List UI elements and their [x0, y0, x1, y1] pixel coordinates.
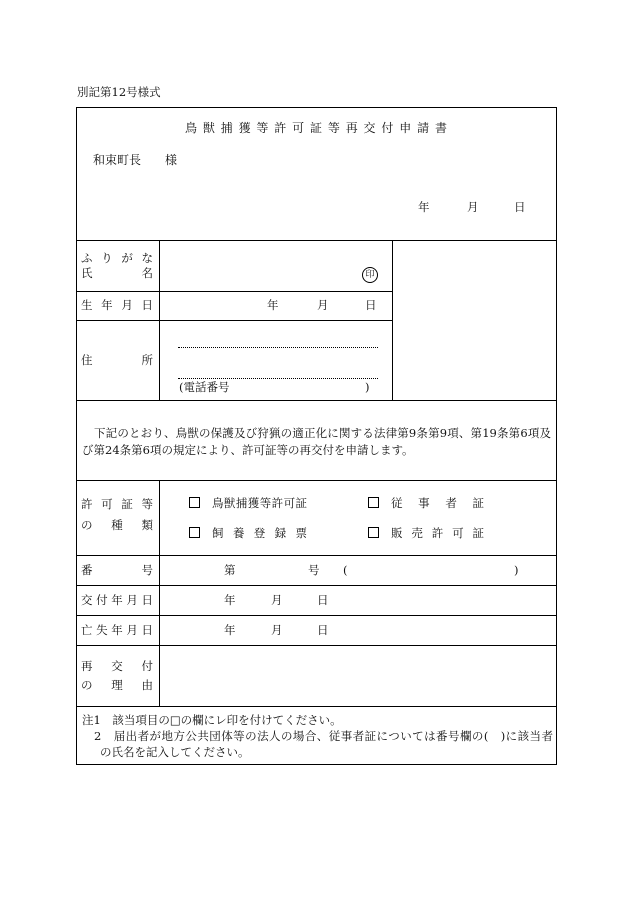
reason-label: の理由 [81, 678, 153, 692]
statement-line: び第24条第6項の規定により、許可証等の再交付を申請します。 [82, 443, 414, 457]
note-line: 注1 該当項目の□の欄にレ印を付けてください。 [82, 713, 342, 727]
name-label: 氏名 [81, 266, 153, 280]
table-rule [76, 645, 556, 646]
loss-date-label: 亡失年月日 [81, 623, 153, 637]
application-date-day: 日 [514, 200, 526, 214]
issue-date-month: 月 [271, 593, 283, 607]
option-worker-certificate: 従事者証 [391, 496, 484, 510]
checkbox-keeping-registration[interactable] [189, 527, 200, 538]
table-rule [76, 585, 556, 586]
checkbox-hunting-permit[interactable] [189, 497, 200, 508]
phone-number-label: (電話番号 [179, 380, 230, 394]
table-rule [76, 615, 556, 616]
address-label: 住所 [81, 353, 153, 367]
addressee: 和束町長 様 [93, 153, 178, 167]
table-rule [76, 480, 556, 481]
number-paren-open: ( [343, 563, 348, 577]
statement-line: 下記のとおり、鳥獣の保護及び狩猟の適正化に関する法律第9条第9項、第19条第6項及 [94, 426, 551, 440]
form-number: 別記第12号様式 [77, 85, 161, 99]
number-prefix: 第 [224, 563, 236, 577]
permit-type-label: の種類 [81, 518, 153, 532]
checkbox-worker-certificate[interactable] [368, 497, 379, 508]
option-keeping-registration: 飼養登録票 [212, 526, 307, 540]
application-date-month: 月 [467, 200, 479, 214]
table-rule [159, 240, 160, 400]
number-suffix: 号 [308, 563, 320, 577]
form-title: 鳥獣捕獲等許可証等再交付申請書 [185, 121, 447, 135]
table-rule [76, 320, 392, 321]
issue-date-label: 交付年月日 [81, 593, 153, 607]
furigana-label: ふりがな [81, 251, 153, 265]
permit-type-label: 許可証等 [81, 497, 153, 511]
table-rule [159, 480, 160, 706]
address-line [178, 378, 378, 379]
reason-label: 再交付 [81, 659, 153, 673]
address-line [178, 347, 378, 348]
loss-date-day: 日 [317, 623, 329, 637]
option-hunting-permit: 鳥獣捕獲等許可証 [212, 496, 307, 510]
loss-date-year: 年 [224, 623, 236, 637]
number-paren-close: ) [514, 563, 519, 577]
application-date-year: 年 [418, 200, 430, 214]
option-sales-permit: 販売許可証 [391, 526, 484, 540]
birth-date-month: 月 [317, 298, 329, 312]
table-rule [76, 291, 392, 292]
table-rule [76, 400, 556, 401]
number-label: 番号 [81, 563, 153, 577]
seal-mark-icon: 印 [362, 267, 378, 283]
issue-date-year: 年 [224, 593, 236, 607]
birth-date-label: 生年月日 [81, 298, 153, 312]
issue-date-day: 日 [317, 593, 329, 607]
phone-number-close: ) [365, 380, 370, 394]
loss-date-month: 月 [271, 623, 283, 637]
table-rule [76, 706, 556, 707]
birth-date-year: 年 [267, 298, 279, 312]
table-rule [76, 240, 556, 241]
table-rule [392, 240, 393, 400]
table-rule [76, 555, 556, 556]
note-line: 2 届出者が地方公共団体等の法人の場合、従事者証については番号欄の( )に該当者 [94, 729, 553, 743]
birth-date-day: 日 [365, 298, 377, 312]
note-line: の氏名を記入してください。 [100, 745, 250, 759]
checkbox-sales-permit[interactable] [368, 527, 379, 538]
